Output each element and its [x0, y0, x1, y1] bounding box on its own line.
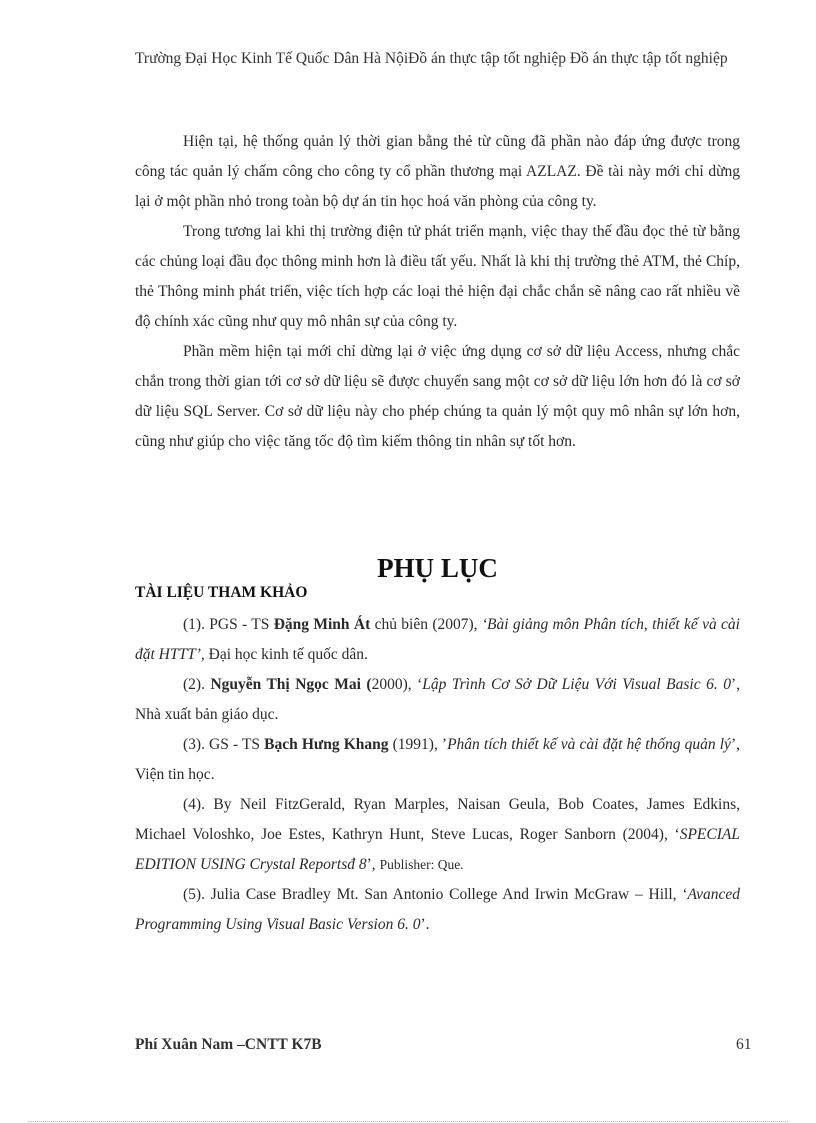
- paragraph-1: Hiện tại, hệ thống quản lý thời gian bằng thẻ từ cũng đã phần nào đáp ứng được trong công tác quản lý chấm công cho công ty cổ phần thương mại AZLAZ. Đề tài này mới chỉ dừng lại ở một phần nhỏ trong toàn bộ dự án tin học hoá văn phòng của công ty.: [135, 133, 740, 210]
- conclusion-section: [135, 127, 740, 457]
- ref-text: (1991), ’: [388, 736, 448, 753]
- ref-text: By Neil FitzGerald, Ryan Marples, Naisan Geula, Bob Coates, James Edkins, Michael Voloshko, Joe Estes, Kathryn Hunt, Steve Lucas, Roger Sanborn (2004), ‘: [135, 796, 740, 843]
- ref-title: Lập Trình Cơ Sở Dữ Liệu Với Visual Basic 6. 0: [422, 676, 731, 693]
- ref-text: 2000), ‘: [371, 676, 423, 693]
- ref-number: (3). GS - TS: [183, 736, 265, 753]
- ref-author: Đặng Minh Át: [273, 616, 371, 633]
- ref-number: (5).: [183, 886, 211, 903]
- page-header: Trường Đại Học Kinh Tế Quốc Dân Hà NộiĐồ án thực tập tốt nghiệp Đồ án thực tập tốt nghiệp: [135, 50, 728, 67]
- reference-item: [135, 610, 740, 670]
- ref-publisher-note: Publisher: Que.: [379, 857, 464, 872]
- appendix-title: PHỤ LỤC: [377, 553, 498, 583]
- ref-number: (4).: [183, 796, 214, 813]
- reference-item: [135, 730, 740, 790]
- ref-text: chủ biên (2007),: [370, 616, 482, 633]
- ref-author: Bạch Hưng Khang: [264, 736, 389, 753]
- ref-author: Nguyễn Thị Ngọc Mai (: [210, 676, 372, 693]
- ref-title: ‘Bài giảng môn Phân tích, thiết kế và cài đặt HTTT’,: [135, 616, 740, 663]
- reference-item: [135, 790, 740, 880]
- footer-author: Phí Xuân Nam –CNTT K7B: [135, 1036, 322, 1053]
- paragraph-2: Trong tương lai khi thị trường điện tử phát triển mạnh, việc thay thế đầu đọc thẻ từ bằng các chủng loại đầu đọc thông minh hơn là điều tất yếu. Nhất là khi thị trường thẻ ATM, thẻ Chíp, thẻ Thông minh phát triển, việc tích hợp các loại thẻ hiện đại chắc chắn sẽ nâng cao rất nhiều về độ chính xác cũng như quy mô nhân sự của công ty.: [135, 223, 740, 330]
- ref-publisher: Đại học kinh tế quốc dân.: [204, 646, 368, 663]
- references-heading: TÀI LIỆU THAM KHẢO: [135, 584, 308, 601]
- ref-text: Julia Case Bradley Mt. San Antonio College And Irwin McGraw – Hill, ‘: [210, 886, 688, 903]
- ref-title: Avanced Programming Using Visual Basic Version 6. 0: [135, 886, 741, 933]
- page-number: 61: [736, 1036, 752, 1053]
- reference-item: [135, 670, 740, 730]
- ref-publisher: ’.: [420, 916, 430, 933]
- paragraph-3: Phần mềm hiện tại mới chỉ dừng lại ở việc ứng dụng cơ sở dữ liệu Access, nhưng chắc chắn trong thời gian tới cơ sở dữ liệu sẽ được chuyển sang một cơ sở dữ liệu lớn hơn đó là cơ sở dữ liệu SQL Server. Cơ sở dữ liệu này cho phép chúng ta quản lý một quy mô nhân sự lớn hơn, cũng như giúp cho việc tăng tốc độ tìm kiếm thông tin nhân sự tốt hơn.: [135, 343, 740, 450]
- ref-title: Phân tích thiết kế và cài đặt hệ thống quản lý: [447, 736, 731, 753]
- ref-title: SPECIAL EDITION USING Crystal Reportsđ 8: [135, 826, 740, 873]
- ref-publisher: ’, Viện tin học.: [135, 736, 740, 783]
- reference-item: [135, 880, 740, 940]
- references-list: [135, 610, 740, 940]
- ref-number: (1). PGS - TS: [183, 616, 274, 633]
- ref-publisher: ’,: [366, 856, 380, 873]
- ref-number: (2).: [183, 676, 211, 693]
- ref-publisher: ’, Nhà xuất bản giáo dục.: [135, 676, 740, 723]
- page-bottom-divider: [28, 1121, 788, 1122]
